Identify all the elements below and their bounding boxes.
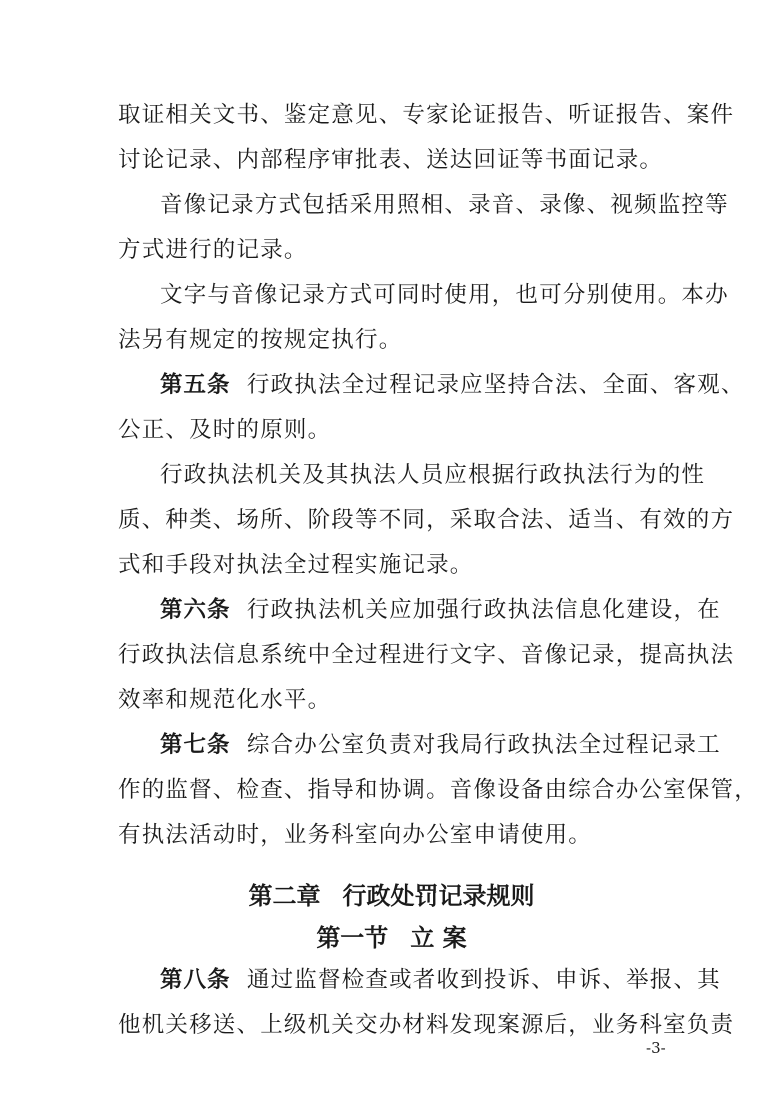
text-line: 取证相关文书、鉴定意见、专家论证报告、听证报告、案件	[118, 102, 735, 128]
article-8-line	[160, 965, 721, 995]
text-line: 效率和规范化水平。	[118, 687, 332, 713]
text-line: 通过监督检查或者收到投诉、申诉、举报、其	[246, 967, 721, 993]
text-line: 行政执法机关应加强行政执法信息化建设，在	[246, 597, 721, 623]
article-7-heading: 第七条	[160, 732, 231, 758]
section-number: 第一节	[316, 923, 389, 952]
text-line: 行政执法信息系统中全过程进行文字、音像记录，提高执法	[118, 642, 735, 668]
page-number: -3-	[646, 1039, 666, 1057]
chapter-heading	[0, 880, 783, 912]
text-line: 文字与音像记录方式可同时使用，也可分别使用。本办	[160, 282, 729, 308]
text-line: 方式进行的记录。	[118, 237, 308, 263]
text-line: 行政执法机关及其执法人员应根据行政执法行为的性	[160, 462, 706, 488]
article-6-line	[160, 595, 721, 625]
section-heading	[0, 922, 783, 954]
text-line: 他机关移送、上级机关交办材料发现案源后，业务科室负责	[118, 1012, 735, 1038]
text-line: 式和手段对执法全过程实施记录。	[118, 552, 474, 578]
article-5-line	[160, 370, 745, 400]
text-line: 有执法活动时，业务科室向办公室申请使用。	[118, 822, 593, 848]
article-6-heading: 第六条	[160, 597, 231, 623]
text-line: 法另有规定的按规定执行。	[118, 327, 403, 353]
text-line: 公正、及时的原则。	[118, 417, 332, 443]
text-line: 综合办公室负责对我局行政执法全过程记录工	[246, 732, 721, 758]
section-title: 立 案	[410, 923, 467, 952]
article-8-heading: 第八条	[160, 967, 231, 993]
text-line: 讨论记录、内部程序审批表、送达回证等书面记录。	[118, 147, 664, 173]
article-7-line	[160, 730, 721, 760]
article-5-heading: 第五条	[160, 372, 231, 398]
text-line: 行政执法全过程记录应坚持合法、全面、客观、	[246, 372, 745, 398]
chapter-number: 第二章	[248, 881, 321, 910]
text-line: 音像记录方式包括采用照相、录音、录像、视频监控等	[160, 192, 729, 218]
text-line: 质、种类、场所、阶段等不同，采取合法、适当、有效的方	[118, 507, 735, 533]
chapter-title: 行政处罚记录规则	[342, 881, 535, 910]
text-line: 作的监督、检查、指导和协调。音像设备由综合办公室保管，	[118, 777, 758, 803]
